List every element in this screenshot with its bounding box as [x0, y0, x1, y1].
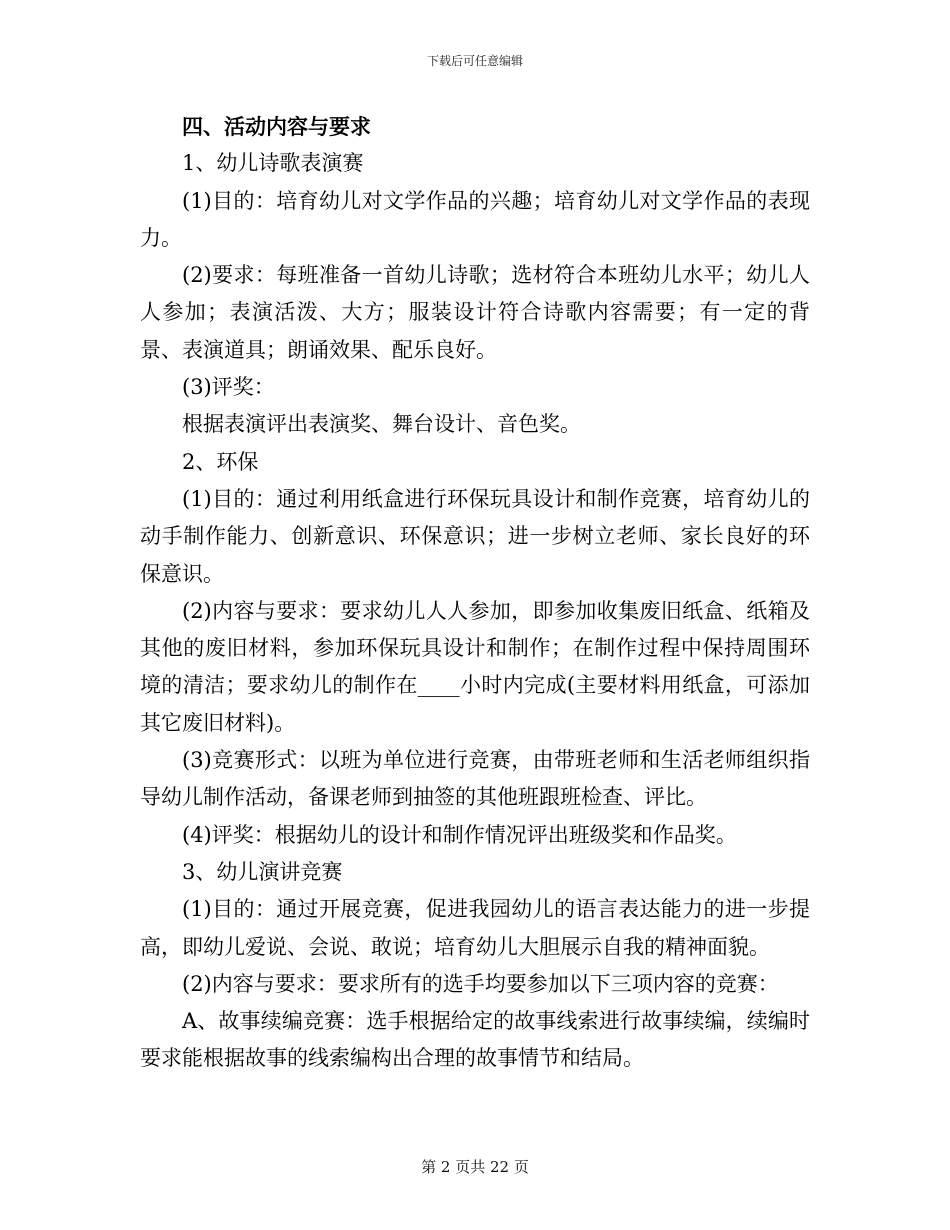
- paragraph: (1)目的：培育幼儿对文学作品的兴趣；培育幼儿对文学作品的表现力。: [140, 188, 810, 250]
- page-header: 下载后可任意编辑: [426, 54, 523, 68]
- paragraph: (1)目的：通过利用纸盒进行环保玩具设计和制作竞赛，培育幼儿的动手制作能力、创新意识、环保意识；进一步树立老师、家长良好的环保意识。: [140, 486, 810, 586]
- paragraph: (4)评奖：根据幼儿的设计和制作情况评出班级奖和作品奖。: [182, 822, 737, 847]
- paragraph: (3)评奖：: [182, 375, 275, 400]
- subsection-heading: 2、环保: [182, 449, 259, 474]
- section-heading: 四、活动内容与要求: [182, 114, 371, 139]
- document-body: [140, 108, 810, 1078]
- paragraph: (2)要求：每班准备一首幼儿诗歌；选材符合本班幼儿水平；幼儿人人参加；表演活泼、大方；服装设计符合诗歌内容需要；有一定的背景、表演道具；朗诵效果、配乐良好。: [140, 263, 810, 362]
- paragraph: (2)内容与要求：要求所有的选手均要参加以下三项内容的竞赛：: [182, 971, 779, 996]
- page-footer: 第 2 页共 22 页: [421, 1158, 529, 1176]
- paragraph: (3)竞赛形式：以班为单位进行竞赛，由带班老师和生活老师组织指导幼儿制作活动，备课老师到抽签的其他班跟班检查、评比。: [140, 748, 810, 810]
- paragraph: A、故事续编竞赛：选手根据给定的故事线索进行故事续编，续编时要求能根据故事的线索编构出合理的故事情节和结局。: [140, 1009, 810, 1071]
- subsection-heading: 1、幼儿诗歌表演赛: [182, 151, 364, 176]
- subsection-heading: 3、幼儿演讲竞赛: [182, 859, 343, 884]
- paragraph: 根据表演评出表演奖、舞台设计、音色奖。: [182, 412, 581, 437]
- paragraph: (2)内容与要求：要求幼儿人人参加，即参加收集废旧纸盒、纸箱及其他的废旧材料，参加环保玩具设计和制作；在制作过程中保持周围环境的清洁；要求幼儿的制作在____小时内完成(主要材料用纸盒，可添加其它废旧材料)。: [140, 598, 810, 735]
- paragraph: (1)目的：通过开展竞赛，促进我园幼儿的语言表达能力的进一步提高，即幼儿爱说、会说、敢说；培育幼儿大胆展示自我的精神面貌。: [140, 897, 810, 959]
